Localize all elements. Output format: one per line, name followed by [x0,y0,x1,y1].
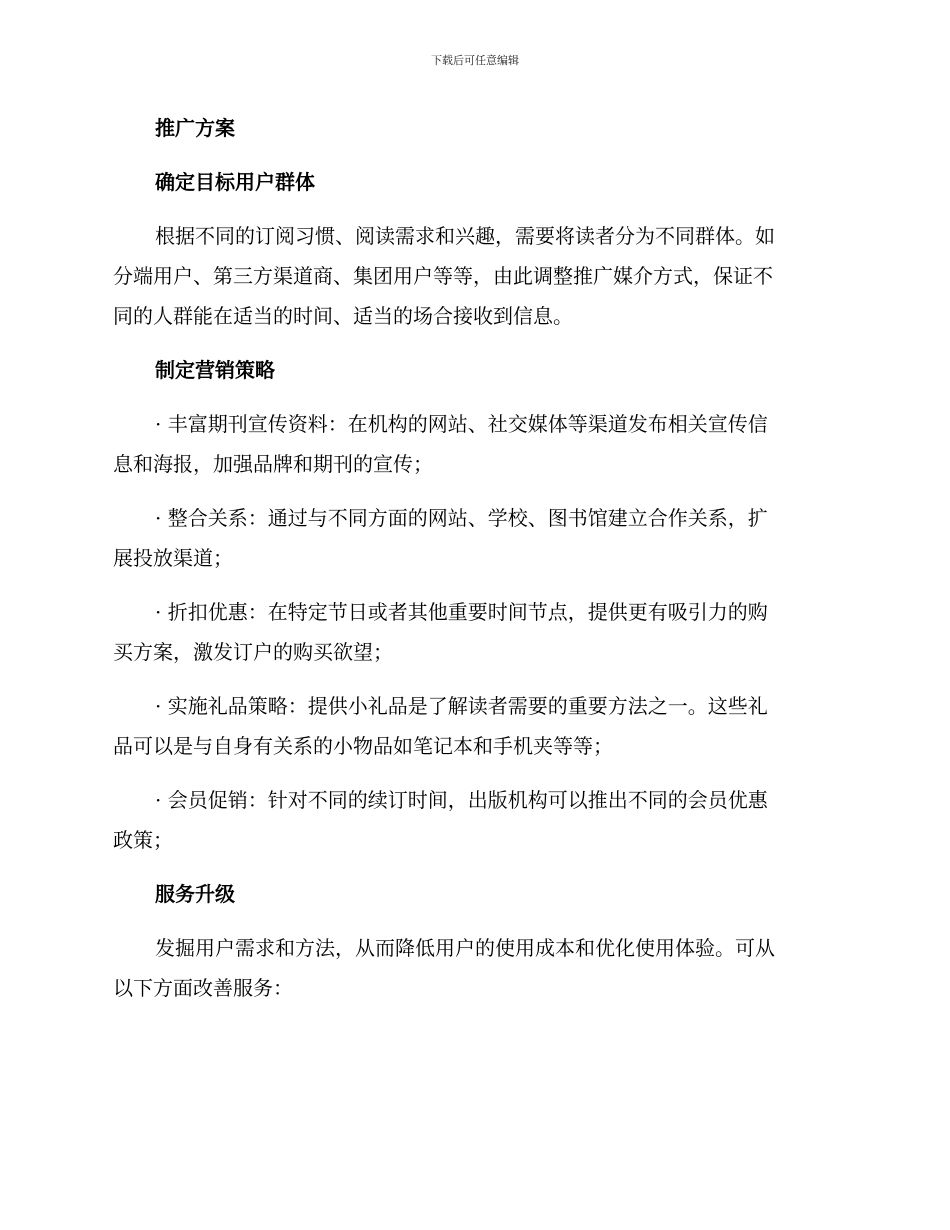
list-item-strategy [113,498,833,578]
paragraph-line: · 整合关系：通过与不同方面的网站、学校、图书馆建立合作关系，扩 [155,506,768,530]
paragraph-line: · 实施礼品策略：提供小礼品是了解读者需要的重要方法之一。这些礼 [155,694,768,718]
paragraph-line: · 折扣优惠：在特定节日或者其他重要时间节点，提供更有吸引力的购 [155,600,768,624]
section-heading-service-upgrade: 服务升级 [155,882,235,906]
header-note: 下载后可任意编辑 [431,54,519,67]
list-item-strategy [113,592,833,672]
list-item-strategy [113,780,833,860]
paragraph-line: 以下方面改善服务： [113,976,293,1000]
document-body [113,108,833,1022]
section-heading-marketing-strategy: 制定营销策略 [155,358,275,382]
paragraph-line: 买方案，激发订户的购买欲望； [113,640,393,664]
document-title: 推广方案 [155,116,235,140]
section-heading-target-users: 确定目标用户群体 [155,170,315,194]
paragraph-line: 品可以是与自身有关系的小物品如笔记本和手机夹等等； [113,734,613,758]
list-item-strategy [113,686,833,766]
paragraph-target-users [113,216,833,336]
paragraph-line: 展投放渠道； [113,546,233,570]
paragraph-line: 根据不同的订阅习惯、阅读需求和兴趣，需要将读者分为不同群体。如 [155,224,775,248]
paragraph-line: 同的人群能在适当的时间、适当的场合接收到信息。 [113,304,573,328]
paragraph-line: 发掘用户需求和方法，从而降低用户的使用成本和优化使用体验。可从 [155,936,775,960]
paragraph-service-upgrade [113,928,833,1008]
list-item-strategy [113,404,833,484]
paragraph-line: · 会员促销：针对不同的续订时间，出版机构可以推出不同的会员优惠 [155,788,768,812]
paragraph-line: 息和海报，加强品牌和期刊的宣传； [113,452,433,476]
paragraph-line: 分端用户、第三方渠道商、集团用户等等，由此调整推广媒介方式，保证不 [113,264,773,288]
paragraph-line: 政策； [113,828,173,852]
paragraph-line: · 丰富期刊宣传资料：在机构的网站、社交媒体等渠道发布相关宣传信 [155,412,768,436]
